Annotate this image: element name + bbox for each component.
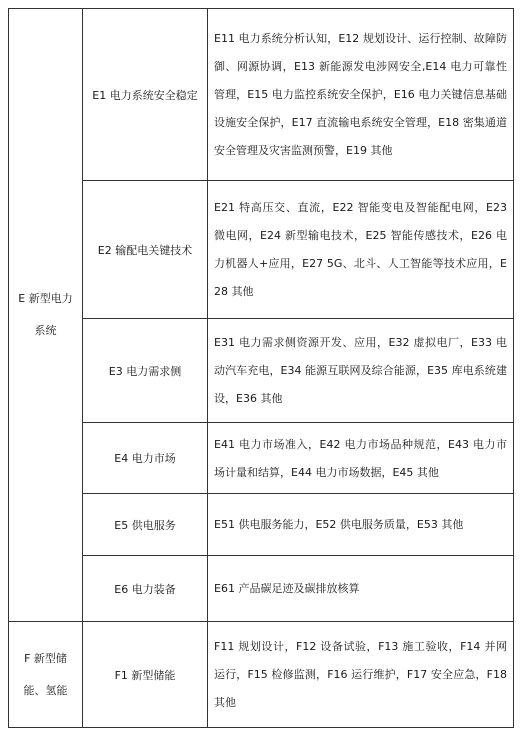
items-text: E21 特高压交、直流，E22 智能变电及智能配电网，E23 微电网，E24 新型输电技术，E25 智能传感技术，E26 电力机器人+应用，E27 5G、北斗、人工智能等技术应用，E28 其他	[214, 201, 507, 298]
subcategory-cell	[83, 494, 208, 556]
items-cell	[208, 622, 514, 728]
items-text: E11 电力系统分析认知，E12 规划设计、运行控制、故障防御、网源协调，E13 新能源发电涉网安全,E14 电力可靠性管理，E15 电力监控系统安全保护，E16 电力关键信息基础设施安全保护，E17 直流输电系统安全管理，E18 密集通道安全管理及灾害监测预警，E19 其他	[214, 32, 507, 157]
subcategory-label: E1 电力系统安全稳定	[92, 88, 198, 102]
standards-table	[8, 8, 514, 728]
subcategory-label: F1 新型储能	[114, 668, 176, 682]
subcategory-label: E2 输配电关键技术	[97, 243, 193, 257]
subcategory-label: E6 电力装备	[114, 582, 176, 596]
subcategory-label: E5 供电服务	[114, 518, 176, 532]
subcategory-cell	[83, 423, 208, 494]
subcategory-label: E4 电力市场	[114, 452, 176, 465]
category-label: F 新型储能、氢能	[23, 651, 68, 697]
items-cell	[208, 181, 514, 319]
category-label: E 新型电力系统	[18, 292, 73, 337]
table-row	[9, 9, 514, 181]
items-text: E61 产品碳足迹及碳排放核算	[214, 582, 360, 596]
subcategory-cell	[83, 319, 208, 423]
subcategory-cell	[83, 9, 208, 181]
items-cell	[208, 9, 514, 181]
items-text: E31 电力需求侧资源开发、应用，E32 虚拟电厂，E33 电动汽车充电，E34 能源互联网及综合能源，E35 库电系统建设，E36 其他	[214, 336, 507, 405]
category-cell	[9, 9, 83, 622]
subcategory-label: E3 电力需求侧	[108, 364, 182, 378]
table-row	[9, 622, 514, 728]
table-row	[9, 181, 514, 319]
category-cell	[9, 622, 83, 728]
subcategory-cell	[83, 622, 208, 728]
table-row	[9, 319, 514, 423]
subcategory-cell	[83, 181, 208, 319]
items-text: E51 供电服务能力，E52 供电服务质量，E53 其他	[214, 518, 464, 532]
items-text: E41 电力市场准入，E42 电力市场品种规范，E43 电力市场计量和结算，E44 电力市场数据，E45 其他	[214, 437, 507, 479]
subcategory-cell	[83, 556, 208, 622]
table-row	[9, 423, 514, 494]
table-row	[9, 494, 514, 556]
items-cell	[208, 319, 514, 423]
items-text: F11 规划设计，F12 设备试验，F13 施工验收，F14 并网运行，F15 检修监测，F16 运行维护，F17 安全应急，F18 其他	[214, 640, 507, 709]
table-row	[9, 556, 514, 622]
items-cell	[208, 423, 514, 494]
items-cell	[208, 556, 514, 622]
items-cell	[208, 494, 514, 556]
